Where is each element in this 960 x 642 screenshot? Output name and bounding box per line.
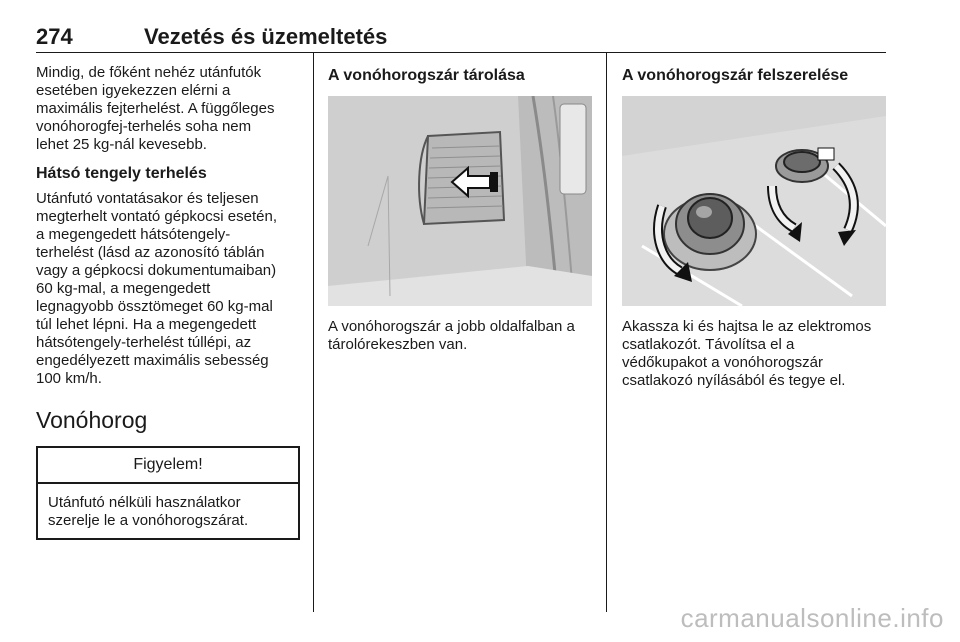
socket-illustration bbox=[622, 96, 886, 306]
chapter-title: Vezetés és üzemeltetés bbox=[144, 24, 388, 49]
column-3 bbox=[622, 64, 886, 390]
mounting-figure bbox=[622, 96, 886, 306]
storage-caption: A vonóhorogszár a jobb oldalfalban a tárolórekeszben van. bbox=[328, 318, 575, 353]
storage-figure bbox=[328, 96, 592, 306]
notice-title: Figyelem! bbox=[38, 448, 298, 484]
page-number: 274 bbox=[36, 24, 73, 49]
column-divider-1 bbox=[313, 52, 314, 612]
notice-box bbox=[36, 446, 300, 540]
mounting-heading: A vonóhorogszár felszerelése bbox=[622, 67, 849, 84]
towbar-heading: Vonóhorog bbox=[36, 407, 148, 433]
notice-text: Utánfutó nélküli használatkor szerelje le a vonóhorogszárat. bbox=[48, 494, 249, 529]
page-header bbox=[36, 22, 886, 53]
mounting-caption: Akassza ki és hajtsa le az elektromos csatlakozót. Távolítsa el a védőkupakot a vonóhorogszár csatlakozó nyílásából és tegye el. bbox=[622, 318, 872, 389]
column-divider-2 bbox=[606, 52, 607, 612]
intro-paragraph: Mindig, de főként nehéz utánfutók esetében igyekezzen elérni a maximális fejterhelést. A függőleges vonóhorogfej-terhelés soha nem lehet 25 kg-nál kevesebb. bbox=[36, 64, 275, 153]
storage-heading: A vonóhorogszár tárolása bbox=[328, 67, 525, 84]
column-2 bbox=[328, 64, 592, 354]
storage-compartment-illustration bbox=[328, 96, 592, 306]
watermark: carmanualsonline.info bbox=[680, 603, 944, 633]
column-1 bbox=[36, 64, 300, 540]
rear-axle-heading: Hátsó tengely terhelés bbox=[36, 165, 207, 182]
rear-axle-paragraph: Utánfutó vontatásakor és teljesen megterhelt vontató gépkocsi esetén, a megengedett hátsótengely- terhelést (lásd az azonosító táblán vagy a gépkocsi dokumentumaiban) 60 kg-mal, a megengedett legnagyobb össztömeget 60 kg-mal túl lehet lépni. Ha a megengedett hátsótengely-terhelést túllépi, az engedélyezett maximális sebesség 100 km/h. bbox=[36, 190, 277, 387]
